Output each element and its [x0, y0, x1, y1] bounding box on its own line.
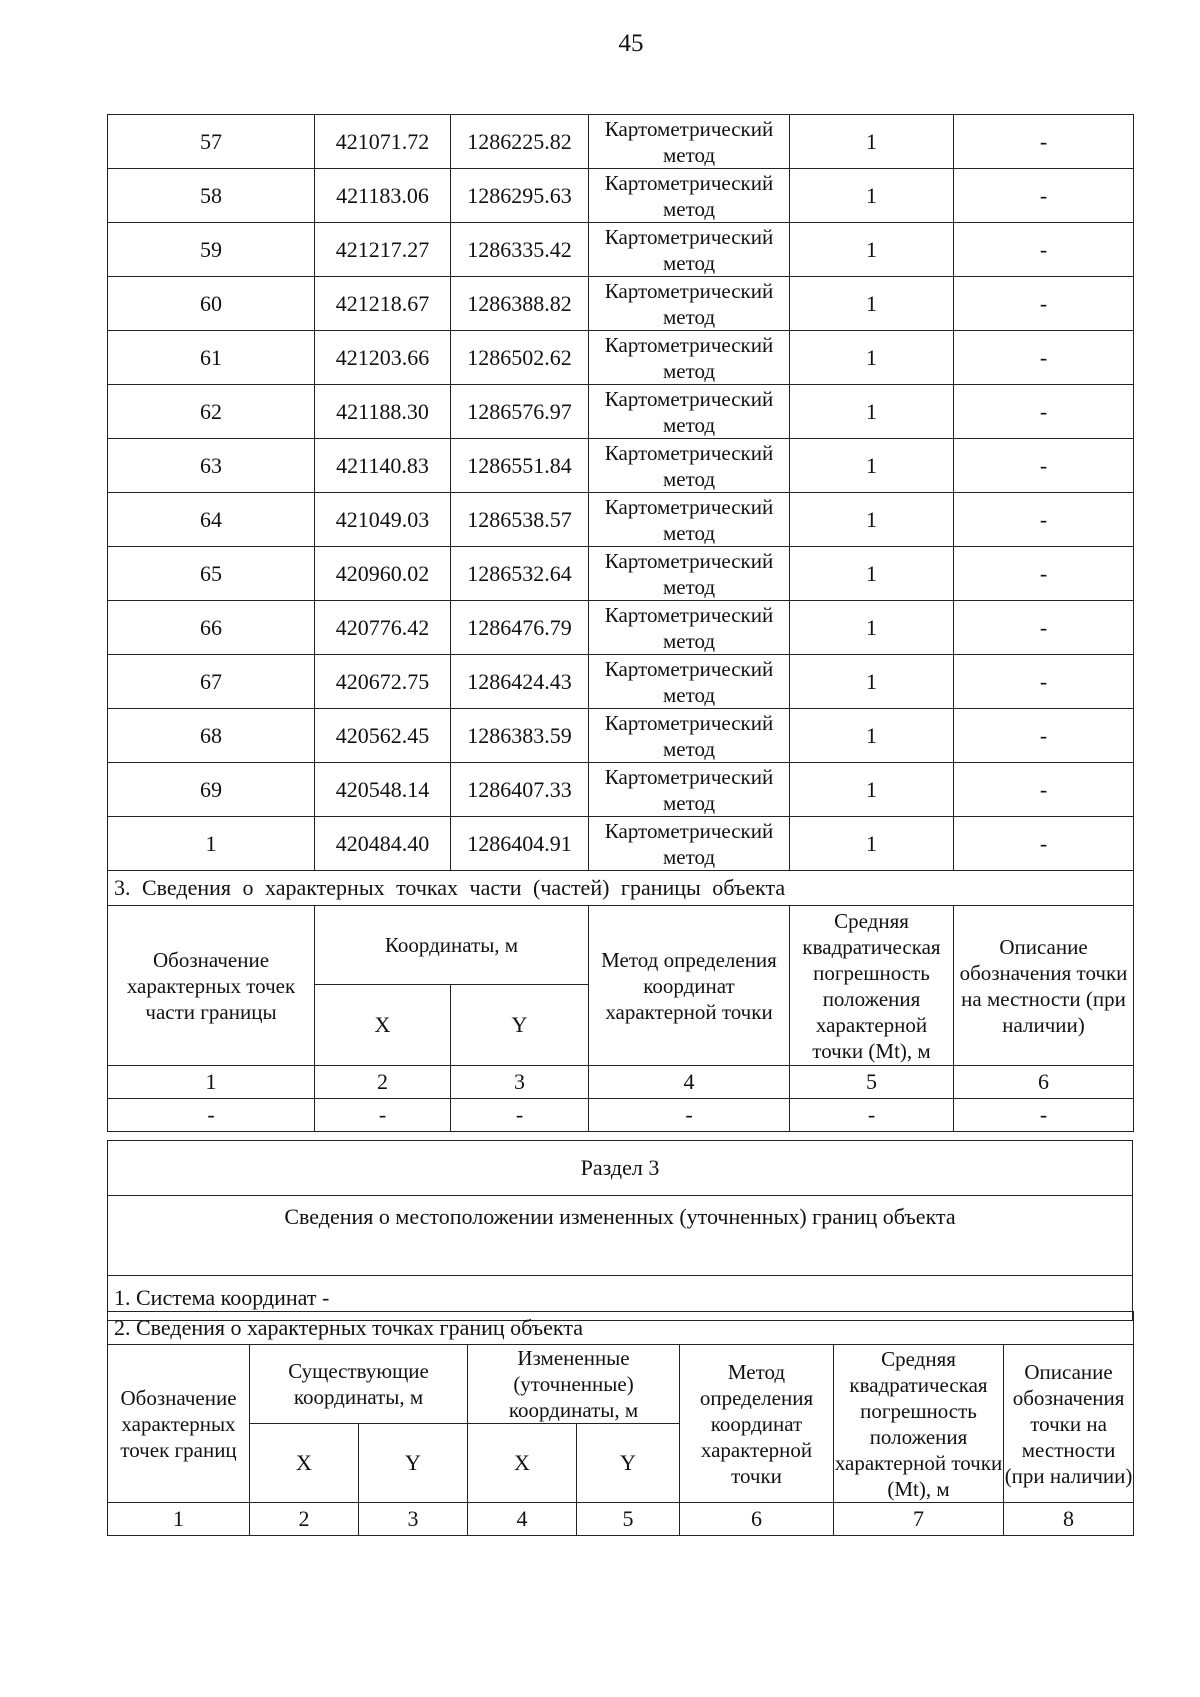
point-number: 62	[108, 385, 315, 439]
coord-y: 1286404.91	[451, 817, 589, 871]
table-row	[108, 655, 1134, 709]
point-number: 67	[108, 655, 315, 709]
coord-y: 1286225.82	[451, 115, 589, 169]
empty-cell: -	[451, 1099, 589, 1132]
section3-subheading: Сведения о местоположении измененных (уточненных) границ объекта	[108, 1196, 1133, 1276]
mt-cell: 1	[790, 439, 954, 493]
point-number: 65	[108, 547, 315, 601]
page-number: 45	[618, 30, 644, 57]
col-number: 6	[954, 1066, 1134, 1099]
points-body	[108, 115, 1134, 871]
coord-y: 1286532.64	[451, 547, 589, 601]
method-cell: Картометрический метод	[589, 493, 790, 547]
boundary-points-table	[107, 114, 1134, 1132]
col-number: 2	[315, 1066, 451, 1099]
desc-cell: -	[954, 277, 1134, 331]
desc-cell: -	[954, 439, 1134, 493]
method-cell: Картометрический метод	[589, 169, 790, 223]
coord-x: 420672.75	[315, 655, 451, 709]
mt-cell: 1	[790, 655, 954, 709]
table-row	[108, 547, 1134, 601]
method-cell: Картометрический метод	[589, 763, 790, 817]
col-number: 4	[468, 1503, 577, 1536]
coord-x: 420960.02	[315, 547, 451, 601]
header-desc: Описание обозначения точки на местности (при наличии)	[1004, 1345, 1134, 1503]
changed-points-table	[107, 1311, 1134, 1536]
point-number: 61	[108, 331, 315, 385]
method-cell: Картометрический метод	[589, 709, 790, 763]
header-y: Y	[577, 1424, 680, 1503]
empty-cell: -	[315, 1099, 451, 1132]
desc-cell: -	[954, 115, 1134, 169]
point-number: 68	[108, 709, 315, 763]
header-designation: Обозначение характерных точек границ	[108, 1345, 250, 1503]
method-cell: Картометрический метод	[589, 439, 790, 493]
coord-x: 421183.06	[315, 169, 451, 223]
coord-y: 1286538.57	[451, 493, 589, 547]
col-number: 8	[1004, 1503, 1134, 1536]
coord-x: 420776.42	[315, 601, 451, 655]
header-desc: Описание обозначения точки на местности (при наличии)	[954, 906, 1134, 1066]
header-coords: Координаты, м	[315, 906, 589, 985]
empty-cell: -	[954, 1099, 1134, 1132]
col-number: 5	[577, 1503, 680, 1536]
table-row	[108, 763, 1134, 817]
desc-cell: -	[954, 601, 1134, 655]
coord-x: 421203.66	[315, 331, 451, 385]
desc-cell: -	[954, 763, 1134, 817]
col-number: 4	[589, 1066, 790, 1099]
coord-y: 1286383.59	[451, 709, 589, 763]
header-changed: Измененные (уточненные) координаты, м	[468, 1345, 680, 1424]
part-section-title: 3. Сведения о характерных точках части (частей) границы объекта	[108, 871, 1134, 906]
mt-cell: 1	[790, 385, 954, 439]
points-title: 2. Сведения о характерных точках границ объекта	[108, 1312, 1134, 1345]
mt-cell: 1	[790, 169, 954, 223]
coord-y: 1286424.43	[451, 655, 589, 709]
desc-cell: -	[954, 547, 1134, 601]
coord-x: 421140.83	[315, 439, 451, 493]
mt-cell: 1	[790, 817, 954, 871]
desc-cell: -	[954, 817, 1134, 871]
mt-cell: 1	[790, 601, 954, 655]
col-number: 3	[451, 1066, 589, 1099]
col-number: 1	[108, 1066, 315, 1099]
col-number: 1	[108, 1503, 250, 1536]
col-number: 6	[680, 1503, 834, 1536]
header-y: Y	[359, 1424, 468, 1503]
mt-cell: 1	[790, 547, 954, 601]
mt-cell: 1	[790, 709, 954, 763]
table-row	[108, 493, 1134, 547]
header-y: Y	[451, 985, 589, 1066]
coord-y: 1286476.79	[451, 601, 589, 655]
header-existing: Существующие координаты, м	[250, 1345, 468, 1424]
table-row	[108, 115, 1134, 169]
header-mt: Средняя квадратическая погрешность положения характерной точки (Mt), м	[834, 1346, 1003, 1501]
table-row	[108, 331, 1134, 385]
desc-cell: -	[954, 709, 1134, 763]
desc-cell: -	[954, 385, 1134, 439]
point-number: 63	[108, 439, 315, 493]
desc-cell: -	[954, 493, 1134, 547]
header-x: X	[468, 1424, 577, 1503]
col-number: 2	[250, 1503, 359, 1536]
coord-x: 421218.67	[315, 277, 451, 331]
coord-system: 1. Система координат -	[108, 1276, 1133, 1321]
mt-cell: 1	[790, 115, 954, 169]
header-x: X	[315, 985, 451, 1066]
coord-x: 420562.45	[315, 709, 451, 763]
desc-cell: -	[954, 331, 1134, 385]
table-row	[108, 385, 1134, 439]
method-cell: Картометрический метод	[589, 385, 790, 439]
header-x: X	[250, 1424, 359, 1503]
method-cell: Картометрический метод	[589, 115, 790, 169]
coord-x: 421071.72	[315, 115, 451, 169]
coord-y: 1286502.62	[451, 331, 589, 385]
method-cell: Картометрический метод	[589, 601, 790, 655]
desc-cell: -	[954, 223, 1134, 277]
mt-cell: 1	[790, 493, 954, 547]
point-number: 69	[108, 763, 315, 817]
desc-cell: -	[954, 655, 1134, 709]
col-number: 7	[834, 1503, 1004, 1536]
method-cell: Картометрический метод	[589, 331, 790, 385]
table-row	[108, 277, 1134, 331]
mt-cell: 1	[790, 277, 954, 331]
table-row	[108, 223, 1134, 277]
point-number: 57	[108, 115, 315, 169]
point-number: 59	[108, 223, 315, 277]
point-number: 64	[108, 493, 315, 547]
coord-y: 1286335.42	[451, 223, 589, 277]
method-cell: Картометрический метод	[589, 547, 790, 601]
coord-x: 420484.40	[315, 817, 451, 871]
col-number: 5	[790, 1066, 954, 1099]
header-mt: Средняя квадратическая погрешность положения характерной точки (Mt), м	[790, 906, 954, 1066]
coord-x: 421217.27	[315, 223, 451, 277]
method-cell: Картометрический метод	[589, 817, 790, 871]
coord-x: 421049.03	[315, 493, 451, 547]
empty-cell: -	[108, 1099, 315, 1132]
coord-x: 421188.30	[315, 385, 451, 439]
method-cell: Картометрический метод	[589, 655, 790, 709]
method-cell: Картометрический метод	[589, 277, 790, 331]
point-number: 58	[108, 169, 315, 223]
header-method: Метод определения координат характерной точки	[589, 906, 790, 1066]
col-number: 3	[359, 1503, 468, 1536]
table-row	[108, 439, 1134, 493]
coord-y: 1286551.84	[451, 439, 589, 493]
section3-header-table	[107, 1140, 1133, 1321]
header-method: Метод определения координат характерной точки	[680, 1345, 834, 1503]
part-section	[108, 871, 1134, 1132]
table-row	[108, 709, 1134, 763]
coord-y: 1286576.97	[451, 385, 589, 439]
coord-y: 1286388.82	[451, 277, 589, 331]
method-cell: Картометрический метод	[589, 223, 790, 277]
coord-y: 1286295.63	[451, 169, 589, 223]
empty-cell: -	[589, 1099, 790, 1132]
section3-heading: Раздел 3	[108, 1141, 1133, 1196]
table-row	[108, 817, 1134, 871]
empty-cell: -	[790, 1099, 954, 1132]
point-number: 1	[108, 817, 315, 871]
coord-y: 1286407.33	[451, 763, 589, 817]
point-number: 60	[108, 277, 315, 331]
table-row	[108, 169, 1134, 223]
desc-cell: -	[954, 169, 1134, 223]
mt-cell: 1	[790, 223, 954, 277]
header-designation: Обозначение характерных точек части границы	[108, 906, 315, 1066]
coord-x: 420548.14	[315, 763, 451, 817]
mt-cell: 1	[790, 331, 954, 385]
table-row	[108, 601, 1134, 655]
mt-cell: 1	[790, 763, 954, 817]
point-number: 66	[108, 601, 315, 655]
